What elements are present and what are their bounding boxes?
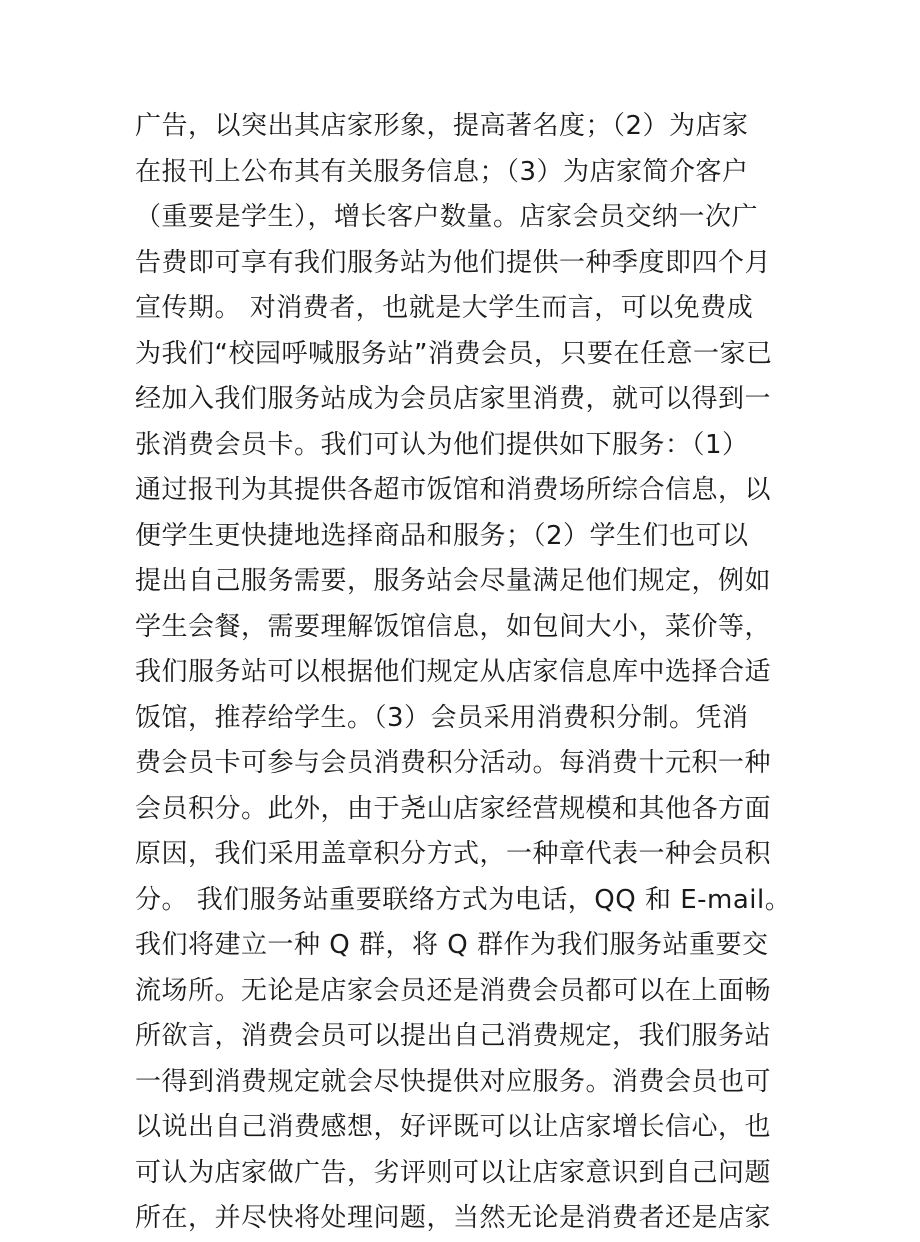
text-line: 我们服务站可以根据他们规定从店家信息库中选择合适 — [135, 657, 772, 687]
text-line: 可认为店家做广告，劣评则可以让店家意识到自己问题 — [135, 1157, 772, 1188]
body-text — [135, 104, 795, 1242]
text-line: 广告，以突出其店家形象，提高著名度；（2）为店家 — [135, 111, 749, 141]
text-line: 便学生更快捷地选择商品和服务；（2）学生们也可以 — [135, 520, 749, 551]
text-line: 所欲言，消费会员可以提出自己消费规定，我们服务站 — [135, 1021, 772, 1051]
text-line: 在报刊上公布其有关服务信息；（3）为店家简介客户 — [135, 156, 749, 187]
text-line: 为我们“校园呼喊服务站”消费会员，只要在任意一家已 — [135, 338, 773, 369]
text-line: 饭馆，推荐给学生。（3）会员采用消费积分制。凭消 — [135, 702, 749, 733]
text-line: 提出自己服务需要，服务站会尽量满足他们规定，例如 — [135, 566, 772, 596]
text-line: 费会员卡可参与会员消费积分活动。每消费十元积一种 — [135, 748, 772, 778]
text-line: 学生会餐，需要理解饭馆信息，如包间大小，菜价等， — [135, 611, 772, 642]
text-line: 会员积分。此外，由于尧山店家经营规模和其他各方面 — [135, 793, 772, 824]
text-line: 分。 我们服务站重要联络方式为电话，QQ 和 E-mail。 — [135, 884, 792, 915]
text-line: 张消费会员卡。我们可认为他们提供如下服务：（1） — [135, 429, 749, 460]
text-line: （重要是学生），增长客户数量。店家会员交纳一次广 — [135, 202, 759, 232]
text-line: 我们将建立一种 Q 群，将 Q 群作为我们服务站重要交 — [135, 930, 769, 960]
text-line: 一得到消费规定就会尽快提供对应服务。消费会员也可 — [135, 1066, 772, 1097]
text-line: 流场所。无论是店家会员还是消费会员都可以在上面畅 — [135, 975, 772, 1006]
text-line: 所在，并尽快将处理问题，当然无论是消费者还是店家 — [135, 1203, 772, 1233]
text-line: 告费即可享有我们服务站为他们提供一种季度即四个月 — [135, 247, 772, 278]
text-line: 通过报刊为其提供各超市饭馆和消费场所综合信息，以 — [135, 475, 772, 505]
text-line: 原因，我们采用盖章积分方式，一种章代表一种会员积 — [135, 839, 772, 869]
text-line: 宣传期。 对消费者，也就是大学生而言，可以免费成 — [135, 293, 754, 323]
text-line: 经加入我们服务站成为会员店家里消费，就可以得到一 — [135, 384, 772, 414]
text-line: 以说出自己消费感想，好评既可以让店家增长信心，也 — [135, 1112, 772, 1142]
